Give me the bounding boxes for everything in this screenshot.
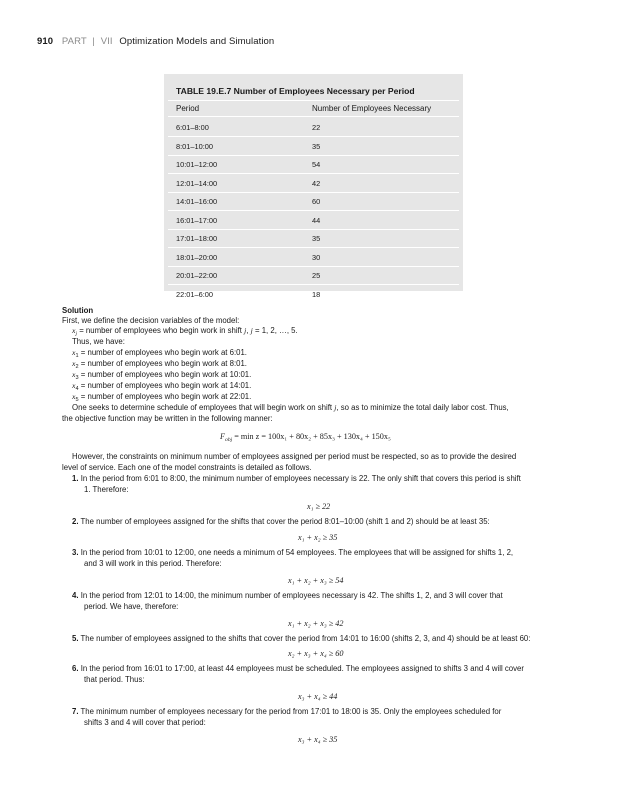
thus-we-have: Thus, we have: [72, 337, 125, 346]
cell-period: 14:01–16:00 [176, 197, 218, 206]
constraint-4: x₁ + x₂ + x₃ ≥ 42 [288, 619, 344, 628]
x1-definition: $x_1$ = number of employees who begin work at 6:01. [72, 348, 247, 359]
header-separator: | [92, 36, 95, 47]
list-item-continuation: 1. Therefore: [84, 485, 129, 494]
objective-paragraph-line1: One seeks to determine schedule of employees that will begin work on shift j, so as to minimize the total daily labor cost. Thus, [72, 403, 509, 412]
constraint-2: x₁ + x₂ ≥ 35 [298, 533, 338, 542]
cell-employees: 42 [312, 178, 321, 188]
cell-employees: 18 [312, 289, 321, 299]
table-row [164, 193, 463, 210]
table-row [164, 230, 463, 247]
cell-employees: 54 [312, 160, 321, 169]
list-item: 3. In the period from 10:01 to 12:00, one needs a minimum of 54 employees. The employees that will be assigned for shifts 1, 2, [72, 548, 514, 557]
cell-period: 17:01–18:00 [176, 234, 218, 243]
cell-period: 18:01–20:00 [176, 252, 218, 262]
cell-employees: 60 [312, 197, 321, 206]
list-item-continuation: period. We have, therefore: [84, 602, 179, 611]
cell-period: 16:01–17:00 [176, 215, 218, 225]
objective-function: $F_{obj} = \min z = 100x_1 + 80x_2 + 85x_3 + 130x_4 + 150x_5$ [220, 432, 391, 443]
cell-employees: 25 [312, 271, 321, 280]
column-header-period: Period [176, 104, 200, 113]
list-item: 7. The minimum number of employees necessary for the period from 17:01 to 18:00 is 35. Only the employees scheduled for [72, 707, 502, 716]
cell-period: 6:01–8:00 [176, 123, 209, 132]
xj-definition: $x_j$ = number of employees who begin work in shift j, j = 1, 2, …, 5. [72, 326, 298, 337]
table-caption: TABLE 19.E.7 Number of Employees Necessary per Period [176, 86, 415, 96]
x2-definition: $x_2$ = number of employees who begin work at 8:01. [72, 359, 247, 370]
constraints-paragraph-line2: level of service. Each one of the model constraints is detailed as follows. [62, 463, 312, 472]
table-row [164, 138, 463, 155]
table-rule-header [168, 116, 459, 117]
cell-employees: 44 [312, 215, 321, 225]
column-header-employees: Number of Employees Necessary [312, 104, 432, 113]
table-row [164, 119, 463, 136]
list-item: 1. In the period from 6:01 to 8:00, the minimum number of employees necessary is 22. The only shift that covers this period is shift [72, 474, 521, 483]
cell-period: 20:01–22:00 [176, 271, 218, 280]
constraints-paragraph-line1: However, the constraints on minimum number of employees assigned per period must be respected, so as to provide the desired [72, 452, 517, 461]
table-rule-top [168, 100, 459, 101]
table-row [164, 267, 463, 284]
list-item: 6. In the period from 16:01 to 17:00, at least 44 employees must be scheduled. The employees assigned to shifts 3 and 4 will cover [72, 664, 524, 673]
constraint-6: x₃ + x₄ ≥ 44 [298, 692, 338, 701]
cell-period: 8:01–10:00 [176, 141, 213, 151]
cell-period: 12:01–14:00 [176, 178, 218, 188]
constraint-7: x₃ + x₄ ≥ 35 [298, 735, 338, 744]
list-item-continuation: that period. Thus: [84, 675, 145, 684]
cell-period: 10:01–12:00 [176, 160, 218, 169]
list-item: 5. The number of employees assigned to the shifts that cover the period from 14:01 to 16:00 (shifts 2, 3, and 4) should be at least 60: [72, 634, 531, 643]
solution-heading: Solution [62, 306, 94, 315]
cell-employees: 35 [312, 141, 321, 151]
x5-definition: $x_5$ = number of employees who begin work at 22:01. [72, 392, 252, 403]
cell-employees: 22 [312, 123, 321, 132]
chapter-title: Optimization Models and Simulation [119, 36, 275, 47]
employees-table [164, 74, 463, 299]
list-item-continuation: and 3 will work in this period. Therefore: [84, 559, 222, 568]
table-row [164, 286, 463, 303]
cell-employees: 30 [312, 252, 321, 262]
page-number: 910 [37, 36, 54, 47]
cell-employees: 35 [312, 234, 321, 243]
solution-intro: First, we define the decision variables of the model: [62, 316, 240, 325]
part-label: PART [61, 36, 87, 47]
table-row [164, 175, 463, 192]
running-header [37, 36, 274, 47]
constraint-1: x₁ ≥ 22 [307, 502, 331, 511]
list-item: 2. The number of employees assigned for the shifts that cover the period 8:01–10:00 (shift 1 and 2) should be at least 35: [72, 517, 490, 526]
table-row [164, 212, 463, 229]
table-row [164, 249, 463, 266]
part-number: VII [100, 36, 113, 47]
cell-period: 22:01–6:00 [176, 289, 213, 299]
list-item: 4. In the period from 12:01 to 14:00, the minimum number of employees necessary is 42. The shifts 1, 2, and 3 will cover that [72, 591, 503, 600]
list-item-continuation: shifts 3 and 4 will cover that period: [84, 718, 206, 727]
constraint-5: x₂ + x₃ + x₄ ≥ 60 [288, 649, 344, 658]
objective-paragraph-line2: the objective function may be written in the following manner: [62, 414, 273, 423]
x3-definition: $x_3$ = number of employees who begin work at 10:01. [72, 370, 252, 381]
table-row [164, 156, 463, 173]
x4-definition: $x_4$ = number of employees who begin work at 14:01. [72, 381, 252, 392]
constraint-3: x₁ + x₂ + x₃ ≥ 54 [288, 576, 344, 585]
row-divider [168, 303, 459, 304]
